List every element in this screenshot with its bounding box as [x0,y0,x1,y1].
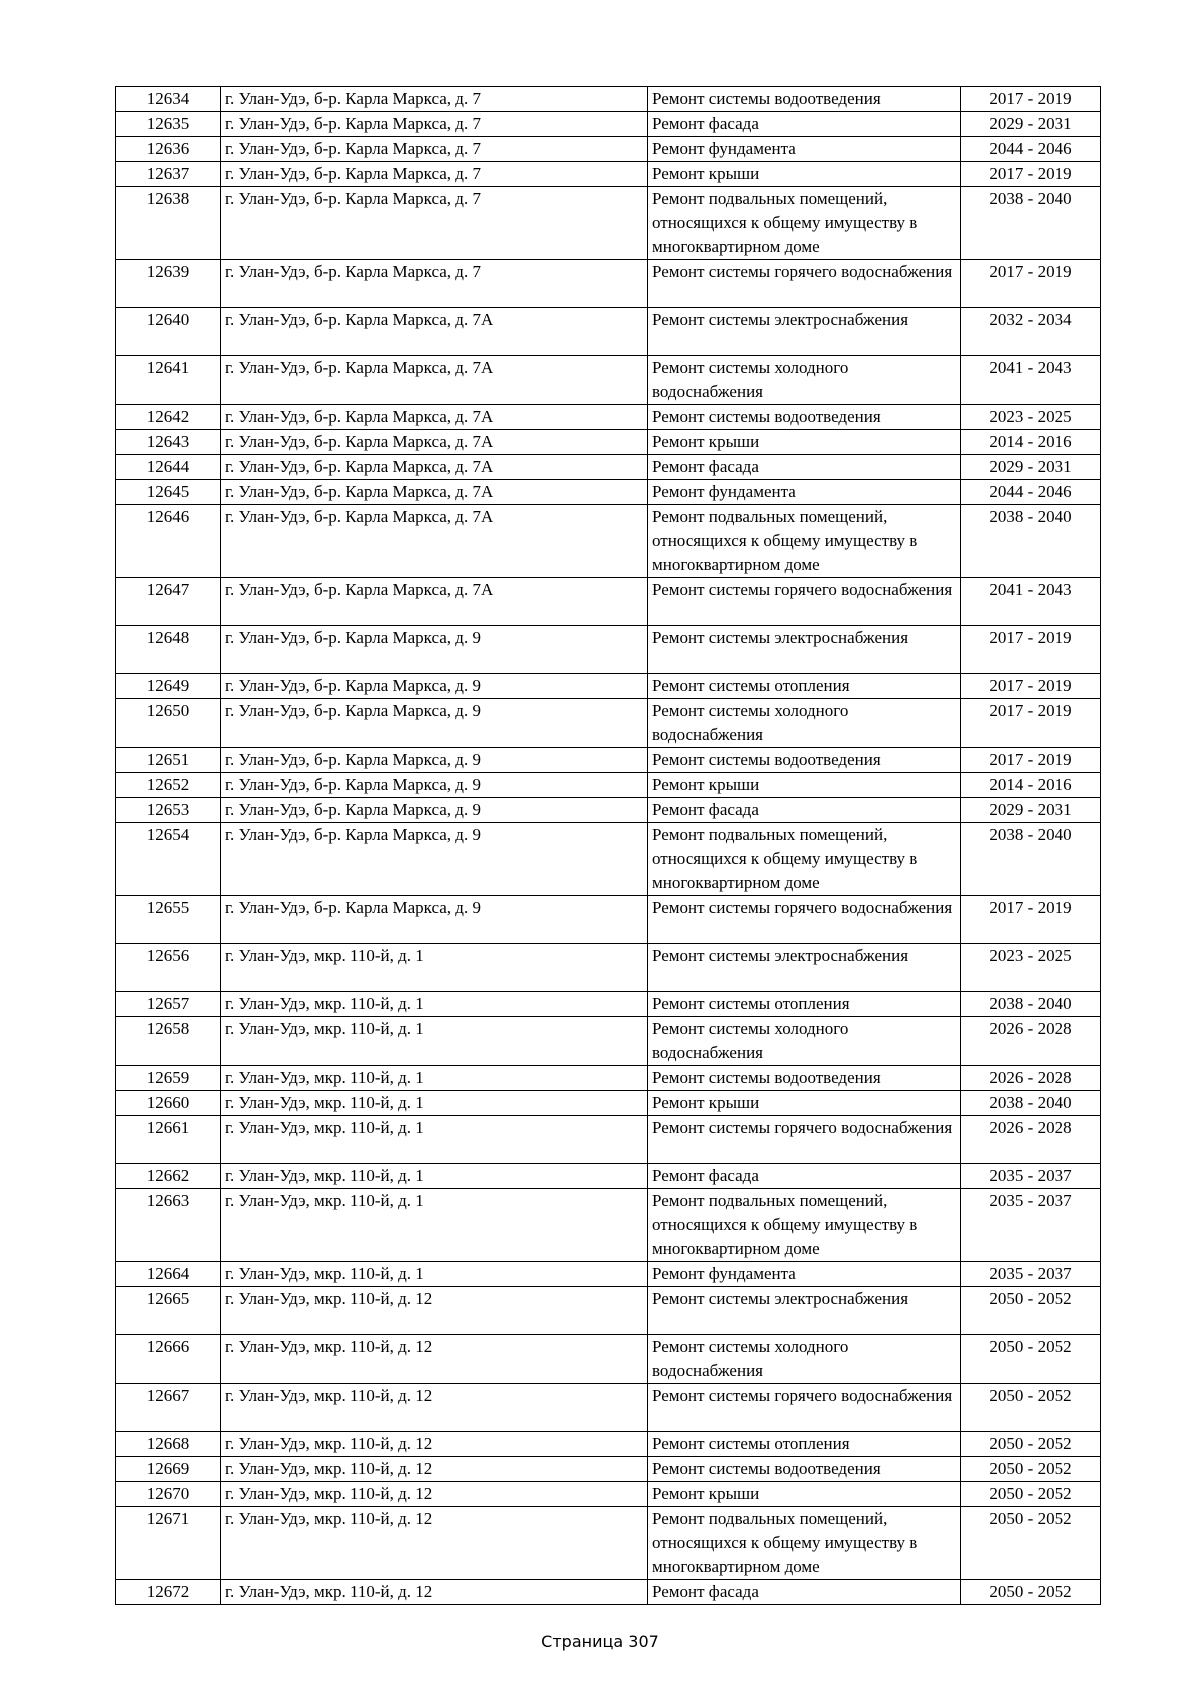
cell-id: 12659 [116,1066,221,1091]
cell-address: г. Улан-Удэ, б-р. Карла Маркса, д. 9 [221,626,648,674]
cell-address: г. Улан-Удэ, мкр. 110-й, д. 1 [221,1017,648,1066]
cell-work-type: Ремонт крыши [648,1482,961,1507]
cell-period: 2050 - 2052 [961,1287,1101,1335]
cell-work-type: Ремонт системы холодного водоснабжения [648,699,961,748]
table-row [116,896,1101,944]
cell-id: 12656 [116,944,221,992]
cell-address: г. Улан-Удэ, б-р. Карла Маркса, д. 9 [221,896,648,944]
cell-work-type: Ремонт фасада [648,798,961,823]
cell-period: 2050 - 2052 [961,1384,1101,1432]
cell-work-type: Ремонт фундамента [648,480,961,505]
cell-period: 2050 - 2052 [961,1432,1101,1457]
cell-id: 12643 [116,430,221,455]
cell-period: 2038 - 2040 [961,823,1101,896]
table-row [116,1335,1101,1384]
table-row [116,480,1101,505]
cell-address: г. Улан-Удэ, б-р. Карла Маркса, д. 7 [221,137,648,162]
cell-work-type: Ремонт системы горячего водоснабжения [648,260,961,308]
cell-address: г. Улан-Удэ, мкр. 110-й, д. 12 [221,1384,648,1432]
cell-id: 12660 [116,1091,221,1116]
cell-period: 2017 - 2019 [961,260,1101,308]
cell-work-type: Ремонт фасада [648,455,961,480]
table-row [116,1432,1101,1457]
cell-work-type: Ремонт системы холодного водоснабжения [648,356,961,405]
table-row [116,260,1101,308]
cell-id: 12634 [116,87,221,112]
cell-work-type: Ремонт системы отопления [648,1432,961,1457]
cell-work-type: Ремонт подвальных помещений, относящихся к общему имуществу в многоквартирном доме [648,1189,961,1262]
table-row [116,87,1101,112]
cell-address: г. Улан-Удэ, б-р. Карла Маркса, д. 7А [221,430,648,455]
cell-period: 2038 - 2040 [961,505,1101,578]
cell-period: 2017 - 2019 [961,896,1101,944]
cell-address: г. Улан-Удэ, б-р. Карла Маркса, д. 7А [221,505,648,578]
cell-period: 2050 - 2052 [961,1457,1101,1482]
cell-work-type: Ремонт системы электроснабжения [648,626,961,674]
cell-period: 2038 - 2040 [961,1091,1101,1116]
table-row [116,1507,1101,1580]
cell-work-type: Ремонт системы холодного водоснабжения [648,1335,961,1384]
cell-work-type: Ремонт фундамента [648,1262,961,1287]
cell-address: г. Улан-Удэ, б-р. Карла Маркса, д. 7А [221,578,648,626]
cell-id: 12666 [116,1335,221,1384]
cell-work-type: Ремонт фундамента [648,137,961,162]
cell-period: 2050 - 2052 [961,1482,1101,1507]
cell-period: 2017 - 2019 [961,699,1101,748]
cell-id: 12638 [116,187,221,260]
table-row [116,773,1101,798]
cell-work-type: Ремонт системы водоотведения [648,748,961,773]
table-row [116,1017,1101,1066]
cell-period: 2035 - 2037 [961,1164,1101,1189]
cell-address: г. Улан-Удэ, мкр. 110-й, д. 12 [221,1457,648,1482]
cell-work-type: Ремонт системы электроснабжения [648,308,961,356]
cell-id: 12635 [116,112,221,137]
cell-work-type: Ремонт подвальных помещений, относящихся к общему имуществу в многоквартирном доме [648,187,961,260]
cell-work-type: Ремонт крыши [648,773,961,798]
cell-id: 12662 [116,1164,221,1189]
cell-work-type: Ремонт системы горячего водоснабжения [648,896,961,944]
cell-address: г. Улан-Удэ, б-р. Карла Маркса, д. 7А [221,480,648,505]
cell-work-type: Ремонт системы отопления [648,674,961,699]
table-row [116,699,1101,748]
cell-id: 12649 [116,674,221,699]
cell-period: 2038 - 2040 [961,187,1101,260]
cell-id: 12650 [116,699,221,748]
cell-period: 2029 - 2031 [961,455,1101,480]
table-row [116,308,1101,356]
cell-address: г. Улан-Удэ, мкр. 110-й, д. 12 [221,1482,648,1507]
cell-period: 2017 - 2019 [961,748,1101,773]
cell-period: 2017 - 2019 [961,162,1101,187]
cell-period: 2044 - 2046 [961,480,1101,505]
cell-work-type: Ремонт фасада [648,112,961,137]
table-row [116,162,1101,187]
cell-id: 12645 [116,480,221,505]
cell-id: 12654 [116,823,221,896]
cell-period: 2014 - 2016 [961,430,1101,455]
cell-work-type: Ремонт фасада [648,1164,961,1189]
table-row [116,1457,1101,1482]
cell-work-type: Ремонт системы водоотведения [648,87,961,112]
cell-address: г. Улан-Удэ, мкр. 110-й, д. 1 [221,1116,648,1164]
cell-period: 2023 - 2025 [961,944,1101,992]
cell-period: 2035 - 2037 [961,1262,1101,1287]
cell-address: г. Улан-Удэ, мкр. 110-й, д. 1 [221,992,648,1017]
cell-period: 2026 - 2028 [961,1116,1101,1164]
table-row [116,1164,1101,1189]
cell-period: 2044 - 2046 [961,137,1101,162]
table-row [116,626,1101,674]
cell-id: 12639 [116,260,221,308]
cell-period: 2050 - 2052 [961,1580,1101,1605]
cell-period: 2026 - 2028 [961,1066,1101,1091]
cell-id: 12664 [116,1262,221,1287]
cell-address: г. Улан-Удэ, б-р. Карла Маркса, д. 9 [221,823,648,896]
cell-work-type: Ремонт подвальных помещений, относящихся к общему имуществу в многоквартирном доме [648,823,961,896]
cell-id: 12671 [116,1507,221,1580]
cell-address: г. Улан-Удэ, мкр. 110-й, д. 12 [221,1287,648,1335]
cell-address: г. Улан-Удэ, мкр. 110-й, д. 1 [221,1189,648,1262]
cell-address: г. Улан-Удэ, б-р. Карла Маркса, д. 9 [221,748,648,773]
cell-address: г. Улан-Удэ, б-р. Карла Маркса, д. 7 [221,187,648,260]
cell-work-type: Ремонт системы водоотведения [648,1457,961,1482]
cell-address: г. Улан-Удэ, мкр. 110-й, д. 1 [221,944,648,992]
cell-id: 12670 [116,1482,221,1507]
cell-period: 2038 - 2040 [961,992,1101,1017]
cell-address: г. Улан-Удэ, б-р. Карла Маркса, д. 7 [221,87,648,112]
cell-address: г. Улан-Удэ, б-р. Карла Маркса, д. 7 [221,112,648,137]
cell-work-type: Ремонт крыши [648,1091,961,1116]
table-row [116,992,1101,1017]
cell-work-type: Ремонт подвальных помещений, относящихся к общему имуществу в многоквартирном доме [648,505,961,578]
table-row [116,137,1101,162]
cell-work-type: Ремонт системы водоотведения [648,1066,961,1091]
table-row [116,430,1101,455]
capital-repair-table [115,86,1101,1605]
cell-period: 2017 - 2019 [961,626,1101,674]
cell-id: 12648 [116,626,221,674]
cell-id: 12640 [116,308,221,356]
cell-period: 2029 - 2031 [961,112,1101,137]
table-row [116,1091,1101,1116]
cell-id: 12641 [116,356,221,405]
cell-address: г. Улан-Удэ, мкр. 110-й, д. 1 [221,1066,648,1091]
table-row [116,578,1101,626]
table-row [116,1189,1101,1262]
cell-address: г. Улан-Удэ, б-р. Карла Маркса, д. 9 [221,699,648,748]
cell-work-type: Ремонт системы водоотведения [648,405,961,430]
cell-address: г. Улан-Удэ, б-р. Карла Маркса, д. 7 [221,260,648,308]
cell-id: 12657 [116,992,221,1017]
cell-address: г. Улан-Удэ, мкр. 110-й, д. 1 [221,1164,648,1189]
cell-work-type: Ремонт системы электроснабжения [648,1287,961,1335]
table-row [116,1482,1101,1507]
cell-id: 12672 [116,1580,221,1605]
cell-id: 12658 [116,1017,221,1066]
table-row [116,455,1101,480]
cell-address: г. Улан-Удэ, б-р. Карла Маркса, д. 7А [221,356,648,405]
cell-period: 2023 - 2025 [961,405,1101,430]
table-row [116,1384,1101,1432]
cell-address: г. Улан-Удэ, б-р. Карла Маркса, д. 7А [221,405,648,430]
cell-id: 12665 [116,1287,221,1335]
cell-work-type: Ремонт системы горячего водоснабжения [648,1116,961,1164]
cell-work-type: Ремонт подвальных помещений, относящихся к общему имуществу в многоквартирном доме [648,1507,961,1580]
table-row [116,1287,1101,1335]
cell-address: г. Улан-Удэ, мкр. 110-й, д. 12 [221,1335,648,1384]
cell-work-type: Ремонт системы электроснабжения [648,944,961,992]
cell-id: 12642 [116,405,221,430]
cell-work-type: Ремонт крыши [648,162,961,187]
table-row [116,1066,1101,1091]
table-row [116,823,1101,896]
cell-period: 2050 - 2052 [961,1335,1101,1384]
cell-address: г. Улан-Удэ, б-р. Карла Маркса, д. 7А [221,455,648,480]
cell-address: г. Улан-Удэ, б-р. Карла Маркса, д. 7 [221,162,648,187]
cell-address: г. Улан-Удэ, б-р. Карла Маркса, д. 9 [221,773,648,798]
cell-address: г. Улан-Удэ, б-р. Карла Маркса, д. 9 [221,674,648,699]
table-row [116,1262,1101,1287]
cell-id: 12667 [116,1384,221,1432]
cell-address: г. Улан-Удэ, мкр. 110-й, д. 1 [221,1262,648,1287]
cell-period: 2050 - 2052 [961,1507,1101,1580]
cell-address: г. Улан-Удэ, б-р. Карла Маркса, д. 9 [221,798,648,823]
cell-address: г. Улан-Удэ, б-р. Карла Маркса, д. 7А [221,308,648,356]
cell-period: 2032 - 2034 [961,308,1101,356]
cell-id: 12663 [116,1189,221,1262]
cell-work-type: Ремонт системы горячего водоснабжения [648,1384,961,1432]
table-row [116,505,1101,578]
cell-id: 12668 [116,1432,221,1457]
cell-id: 12651 [116,748,221,773]
cell-id: 12653 [116,798,221,823]
cell-period: 2026 - 2028 [961,1017,1101,1066]
cell-id: 12644 [116,455,221,480]
cell-id: 12646 [116,505,221,578]
cell-id: 12652 [116,773,221,798]
cell-work-type: Ремонт системы холодного водоснабжения [648,1017,961,1066]
cell-period: 2017 - 2019 [961,674,1101,699]
cell-work-type: Ремонт системы отопления [648,992,961,1017]
cell-work-type: Ремонт фасада [648,1580,961,1605]
table-row [116,748,1101,773]
cell-address: г. Улан-Удэ, мкр. 110-й, д. 12 [221,1432,648,1457]
cell-address: г. Улан-Удэ, мкр. 110-й, д. 1 [221,1091,648,1116]
cell-address: г. Улан-Удэ, мкр. 110-й, д. 12 [221,1580,648,1605]
cell-period: 2041 - 2043 [961,578,1101,626]
table-row [116,1580,1101,1605]
table-row [116,798,1101,823]
cell-work-type: Ремонт крыши [648,430,961,455]
table-row [116,405,1101,430]
cell-id: 12647 [116,578,221,626]
cell-id: 12669 [116,1457,221,1482]
page-number: Страница 307 [541,1632,659,1651]
table-row [116,1116,1101,1164]
cell-period: 2017 - 2019 [961,87,1101,112]
table-row [116,674,1101,699]
cell-period: 2014 - 2016 [961,773,1101,798]
table-row [116,944,1101,992]
table-body [116,87,1101,1605]
cell-address: г. Улан-Удэ, мкр. 110-й, д. 12 [221,1507,648,1580]
cell-id: 12637 [116,162,221,187]
cell-period: 2041 - 2043 [961,356,1101,405]
cell-id: 12661 [116,1116,221,1164]
cell-id: 12636 [116,137,221,162]
table-row [116,187,1101,260]
cell-id: 12655 [116,896,221,944]
cell-work-type: Ремонт системы горячего водоснабжения [648,578,961,626]
table-row [116,356,1101,405]
cell-period: 2035 - 2037 [961,1189,1101,1262]
table-row [116,112,1101,137]
cell-period: 2029 - 2031 [961,798,1101,823]
